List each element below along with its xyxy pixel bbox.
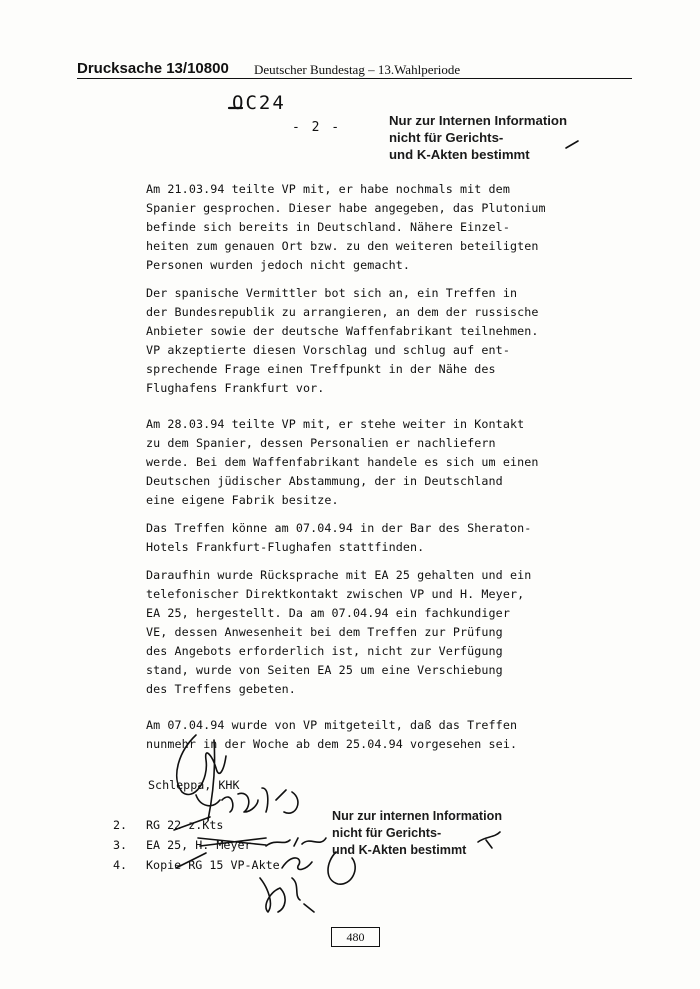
text-line: des Treffens gebeten. <box>146 682 296 696</box>
text-line: Am 21.03.94 teilte VP mit, er habe nochmals mit dem <box>146 182 510 196</box>
item-number: 3. <box>113 838 128 852</box>
distribution-item <box>113 855 280 875</box>
text-line: der Bundesrepublik zu arrangieren, an dem der russische <box>146 305 539 319</box>
stamp-line: nicht für Gerichts- <box>389 130 504 145</box>
paragraph <box>146 716 546 754</box>
text-line: Spanier gesprochen. Dieser habe angegeben, das Plutonium <box>146 201 546 215</box>
stamp-line: nicht für Gerichts- <box>332 826 442 840</box>
text-line: des Angebots erforderlich ist, nicht zur Verfügung <box>146 644 503 658</box>
header-rule <box>77 78 632 79</box>
text-line: EA 25, hergestellt. Da am 07.04.94 ein fachkundiger <box>146 606 510 620</box>
distribution-list <box>113 815 280 875</box>
confidential-stamp-bottom <box>332 808 502 859</box>
text-line: zu dem Spanier, dessen Personalien er nachliefern <box>146 436 496 450</box>
text-line: nunmehr in der Woche ab dem 25.04.94 vorgesehen sei. <box>146 737 518 751</box>
text-line: Anbieter sowie der deutsche Waffenfabrikant teilnehmen. <box>146 324 539 338</box>
confidential-stamp-top <box>389 112 567 163</box>
text-line: VE, dessen Anwesenheit bei dem Treffen zur Prüfung <box>146 625 503 639</box>
parliament-period: Deutscher Bundestag – 13.Wahlperiode <box>254 62 461 77</box>
distribution-item <box>113 815 280 835</box>
text-line: Deutschen jüdischer Abstammung, der in Deutschland <box>146 474 503 488</box>
text-line: Personen wurden jedoch nicht gemacht. <box>146 258 411 272</box>
paragraph <box>146 519 546 557</box>
text-line: werde. Bei dem Waffenfabrikant handele es sich um einen <box>146 455 539 469</box>
text-line: VP akzeptierte diesen Vorschlag und schlug auf ent- <box>146 343 510 357</box>
stamp-line: und K-Akten bestimmt <box>389 147 530 162</box>
stamp-line: und K-Akten bestimmt <box>332 843 467 857</box>
text-line: Am 28.03.94 teilte VP mit, er stehe weiter in Kontakt <box>146 417 525 431</box>
text-line: Am 07.04.94 wurde von VP mitgeteilt, daß das Treffen <box>146 718 518 732</box>
page-marker: - 2 - <box>292 120 342 135</box>
text-line: Hotels Frankfurt-Flughafen stattfinden. <box>146 540 425 554</box>
page-number-box: 480 <box>331 927 380 947</box>
text-line: stand, wurde von Seiten EA 25 um eine Verschiebung <box>146 663 503 677</box>
text-line: heiten zum genauen Ort bzw. zu den weiteren beteiligten <box>146 239 539 253</box>
document-code: OC24 <box>232 92 286 114</box>
text-line: Daraufhin wurde Rücksprache mit EA 25 gehalten und ein <box>146 568 532 582</box>
item-number: 4. <box>113 858 128 872</box>
paraph-mark <box>260 878 314 912</box>
text-line: Der spanische Vermittler bot sich an, ein Treffen in <box>146 286 518 300</box>
item-number: 2. <box>113 818 128 832</box>
text-line: sprechende Frage einen Treffpunkt in der Nähe des <box>146 362 496 376</box>
paragraph <box>146 415 546 510</box>
stamp-line: Nur zur Internen Information <box>389 113 568 128</box>
signature-block: Schleppa, KHK <box>148 778 240 792</box>
signatory-rank: KHK <box>218 778 240 792</box>
drucksache-number: Drucksache 13/10800 <box>77 60 229 77</box>
stamp-line: Nur zur internen Information <box>332 809 503 823</box>
item-text: RG 22 z.Kts <box>146 818 224 832</box>
text-line: Das Treffen könne am 07.04.94 in der Bar des Sheraton- <box>146 521 532 535</box>
body-text <box>146 180 546 754</box>
text-line: eine eigene Fabrik besitze. <box>146 493 339 507</box>
distribution-item <box>113 835 280 855</box>
text-line: befinde sich bereits in Deutschland. Nähere Einzel- <box>146 220 510 234</box>
paragraph <box>146 566 546 699</box>
signatory-name: Schleppa <box>148 778 205 792</box>
item-text: Kopie RG 15 VP-Akte <box>146 858 280 872</box>
text-line: Flughafens Frankfurt vor. <box>146 381 325 395</box>
item-text: EA 25, H. Meyer <box>146 838 252 852</box>
paragraph <box>146 180 546 275</box>
paragraph <box>146 284 546 398</box>
erl-mark <box>282 858 312 870</box>
text-line: telefonischer Direktkontakt zwischen VP und H. Meyer, <box>146 587 525 601</box>
tick-mark <box>566 141 578 148</box>
